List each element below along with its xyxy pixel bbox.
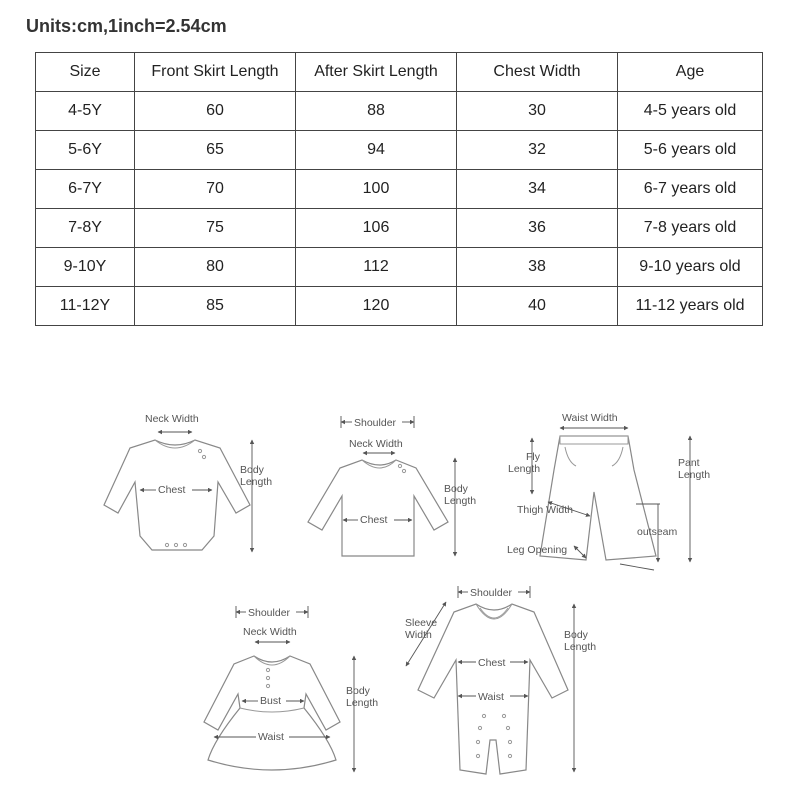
front-skirt-length-cell: 70 [135, 170, 296, 209]
column-header: Front Skirt Length [135, 53, 296, 92]
age-cell: 5-6 years old [618, 131, 763, 170]
front-skirt-length-cell: 65 [135, 131, 296, 170]
bodysuit-diagram [104, 413, 272, 552]
bodysuit-neck-width-label: Neck Width [145, 413, 199, 425]
age-cell: 4-5 years old [618, 92, 763, 131]
pants-leg-opening-label: Leg Opening [507, 544, 568, 556]
size-chart-table [35, 52, 763, 326]
table-row [36, 170, 763, 209]
front-skirt-length-cell: 60 [135, 92, 296, 131]
size-cell: 5-6Y [36, 131, 135, 170]
chest-width-cell: 34 [457, 170, 618, 209]
pants-hem-line [620, 564, 654, 570]
after-skirt-length-cell: 112 [296, 248, 457, 287]
chest-width-cell: 38 [457, 248, 618, 287]
after-skirt-length-cell: 100 [296, 170, 457, 209]
after-skirt-length-cell: 94 [296, 131, 457, 170]
tshirt-shoulder-label: Shoulder [354, 417, 397, 429]
age-cell: 11-12 years old [618, 287, 763, 326]
age-cell: 6-7 years old [618, 170, 763, 209]
column-header: Chest Width [457, 53, 618, 92]
dress-neck-width-label: Neck Width [243, 626, 297, 638]
pants-diagram [507, 412, 710, 570]
front-skirt-length-cell: 80 [135, 248, 296, 287]
size-cell: 7-8Y [36, 209, 135, 248]
pants-outseam-label: outseam [637, 526, 678, 538]
front-skirt-length-cell: 75 [135, 209, 296, 248]
table-row [36, 248, 763, 287]
size-cell: 6-7Y [36, 170, 135, 209]
chest-width-cell: 30 [457, 92, 618, 131]
romper-chest-label: Chest [478, 657, 506, 669]
age-cell: 9-10 years old [618, 248, 763, 287]
romper-outline [418, 604, 568, 774]
tshirt-outline [308, 460, 448, 556]
dress-body-length-label: Length [346, 697, 379, 709]
dress-outline [204, 656, 340, 770]
dress-body-length-label: Body [346, 685, 370, 697]
dress-diagram [204, 606, 378, 772]
after-skirt-length-cell: 120 [296, 287, 457, 326]
column-header: Age [618, 53, 763, 92]
romper-shoulder-label: Shoulder [470, 587, 513, 599]
tshirt-body-length-label: Body [444, 483, 468, 495]
chest-width-cell: 36 [457, 209, 618, 248]
front-skirt-length-cell: 85 [135, 287, 296, 326]
romper-sleeve-width-label: Width [405, 629, 432, 641]
pants-fly-length-label: Fly [526, 451, 540, 463]
pants-pant-length-label: Pant [678, 457, 700, 469]
size-cell: 11-12Y [36, 287, 135, 326]
bodysuit-body-length-label: Body [240, 464, 264, 476]
table-row [36, 131, 763, 170]
romper-body-length-label: Length [564, 641, 597, 653]
column-header: After Skirt Length [296, 53, 457, 92]
chest-width-cell: 40 [457, 287, 618, 326]
dress-bust-label: Bust [260, 695, 282, 707]
pants-pant-length-label: Length [678, 469, 711, 481]
bodysuit-chest-label: Chest [158, 484, 186, 496]
dress-shoulder-label: Shoulder [248, 607, 291, 619]
age-cell: 7-8 years old [618, 209, 763, 248]
romper-body-length-label: Body [564, 629, 588, 641]
pants-fly-length-label: Length [508, 463, 541, 475]
after-skirt-length-cell: 88 [296, 92, 457, 131]
tshirt-diagram [308, 416, 476, 556]
measurement-diagrams-svg [0, 400, 800, 800]
bodysuit-body-length-label: Length [240, 476, 273, 488]
table-row [36, 209, 763, 248]
pants-waist-width-label: Waist Width [562, 412, 618, 424]
table-header-row [36, 53, 763, 92]
after-skirt-length-cell: 106 [296, 209, 457, 248]
measurement-diagrams [0, 400, 800, 800]
tshirt-neck-width-label: Neck Width [349, 438, 403, 450]
chest-width-cell: 32 [457, 131, 618, 170]
tshirt-body-length-label: Length [444, 495, 477, 507]
table-row [36, 287, 763, 326]
dress-waist-label: Waist [258, 731, 284, 743]
size-cell: 9-10Y [36, 248, 135, 287]
table-row [36, 92, 763, 131]
tshirt-chest-label: Chest [360, 514, 388, 526]
column-header: Size [36, 53, 135, 92]
pants-outline [540, 436, 656, 560]
pants-thigh-width-label: Thigh Width [517, 504, 574, 516]
romper-sleeve-width-label: Sleeve [405, 617, 438, 629]
size-cell: 4-5Y [36, 92, 135, 131]
units-note: Units:cm,1inch=2.54cm [26, 16, 227, 36]
romper-diagram [405, 586, 596, 774]
romper-waist-label: Waist [478, 691, 504, 703]
